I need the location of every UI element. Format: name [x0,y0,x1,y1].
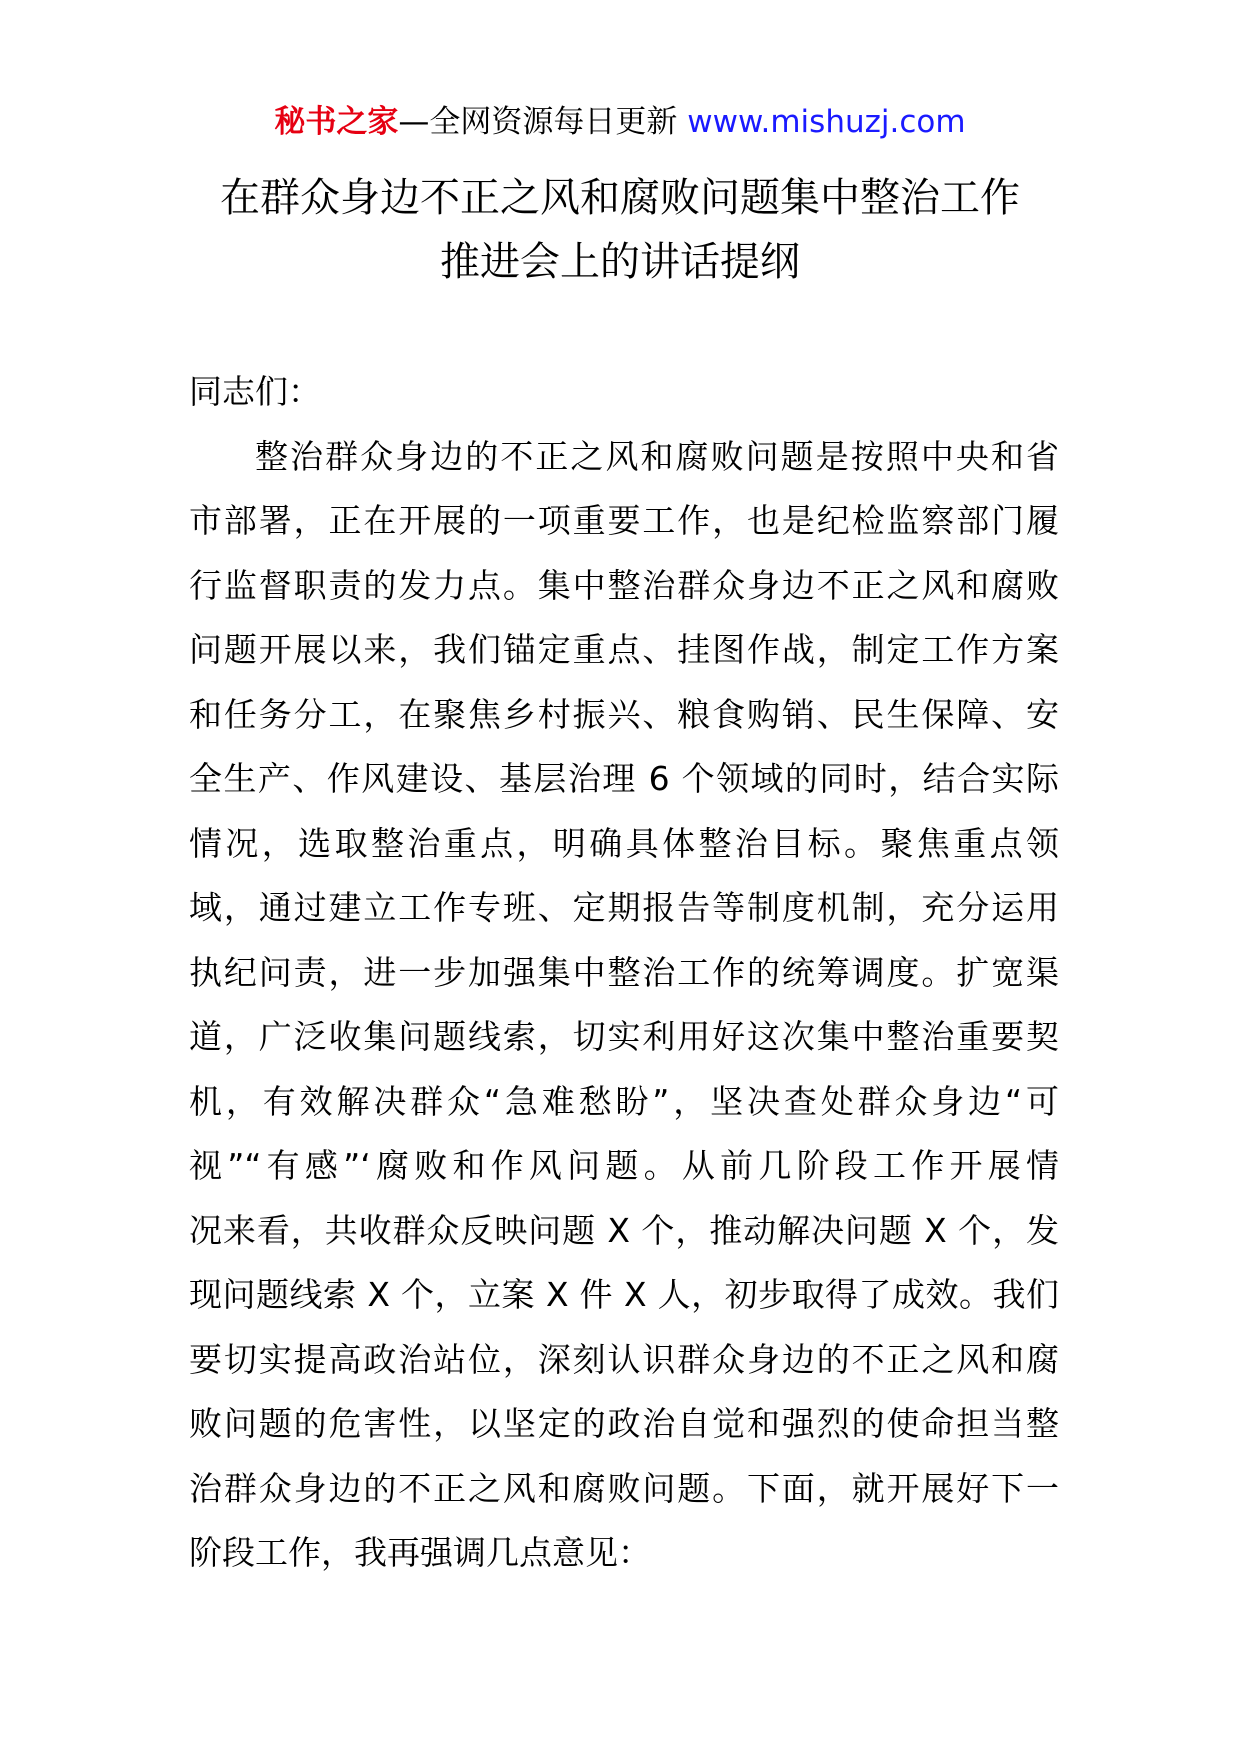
watermark-header [0,102,1240,142]
title-line-1: 在群众身边不正之风和腐败问题集中整治工作 [220,175,1020,221]
body-line: 域，通过建立工作专班、定期报告等制度机制，充分运用 [189,888,1059,927]
body-line: 执纪问责，进一步加强集中整治工作的统筹调度。扩宽渠 [189,952,1059,992]
body-line: 败问题的危害性，以坚定的政治自觉和强烈的使命担当整 [189,1404,1059,1443]
body-line: 和任务分工，在聚焦乡村振兴、粮食购销、民生保障、安 [189,694,1059,734]
body-paragraph [189,425,1059,1586]
body-line: 要切实提高政治站位，深刻认识群众身边的不正之风和腐 [189,1339,1059,1379]
body-line: 整治群众身边的不正之风和腐败问题是按照中央和省 [255,436,1059,476]
header-brand: 秘书之家 [274,104,399,140]
body-line: 市部署，正在开展的一项重要工作，也是纪检监察部门履 [189,501,1059,540]
body-line: 全生产、作风建设、基层治理 6 个领域的同时，结合实际 [189,759,1059,798]
body-line: 治群众身边的不正之风和腐败问题。下面，就开展好下一 [189,1468,1059,1508]
body-line: 行监督职责的发力点。集中整治群众身边不正之风和腐败 [189,565,1059,605]
body-line: 问题开展以来，我们锚定重点、挂图作战，制定工作方案 [189,630,1059,669]
body-line: 情况，选取整治重点，明确具体整治目标。聚焦重点领 [189,823,1059,863]
header-url-link[interactable]: www.mishuzj.com [687,104,966,140]
body-line: 道，广泛收集问题线索，切实利用好这次集中整治重要契 [189,1017,1059,1056]
body-line: 阶段工作，我再强调几点意见： [189,1533,651,1572]
header-slogan: —全网资源每日更新 [398,104,678,140]
title-line-2: 推进会上的讲话提纲 [440,239,800,285]
salutation: 同志们： [189,372,321,411]
document-title [0,166,1240,294]
body-line: 现问题线索 X 个，立案 X 件 X 人，初步取得了成效。我们 [189,1275,1059,1314]
body-line: 视”“有感”‘腐败和作风问题。从前几阶段工作开展情 [189,1146,1059,1185]
body-line: 机，有效解决群众“急难愁盼”，坚决查处群众身边“可 [189,1081,1059,1121]
document-body [189,360,1059,1586]
body-line: 况来看，共收群众反映问题 X 个，推动解决问题 X 个，发 [189,1210,1059,1250]
